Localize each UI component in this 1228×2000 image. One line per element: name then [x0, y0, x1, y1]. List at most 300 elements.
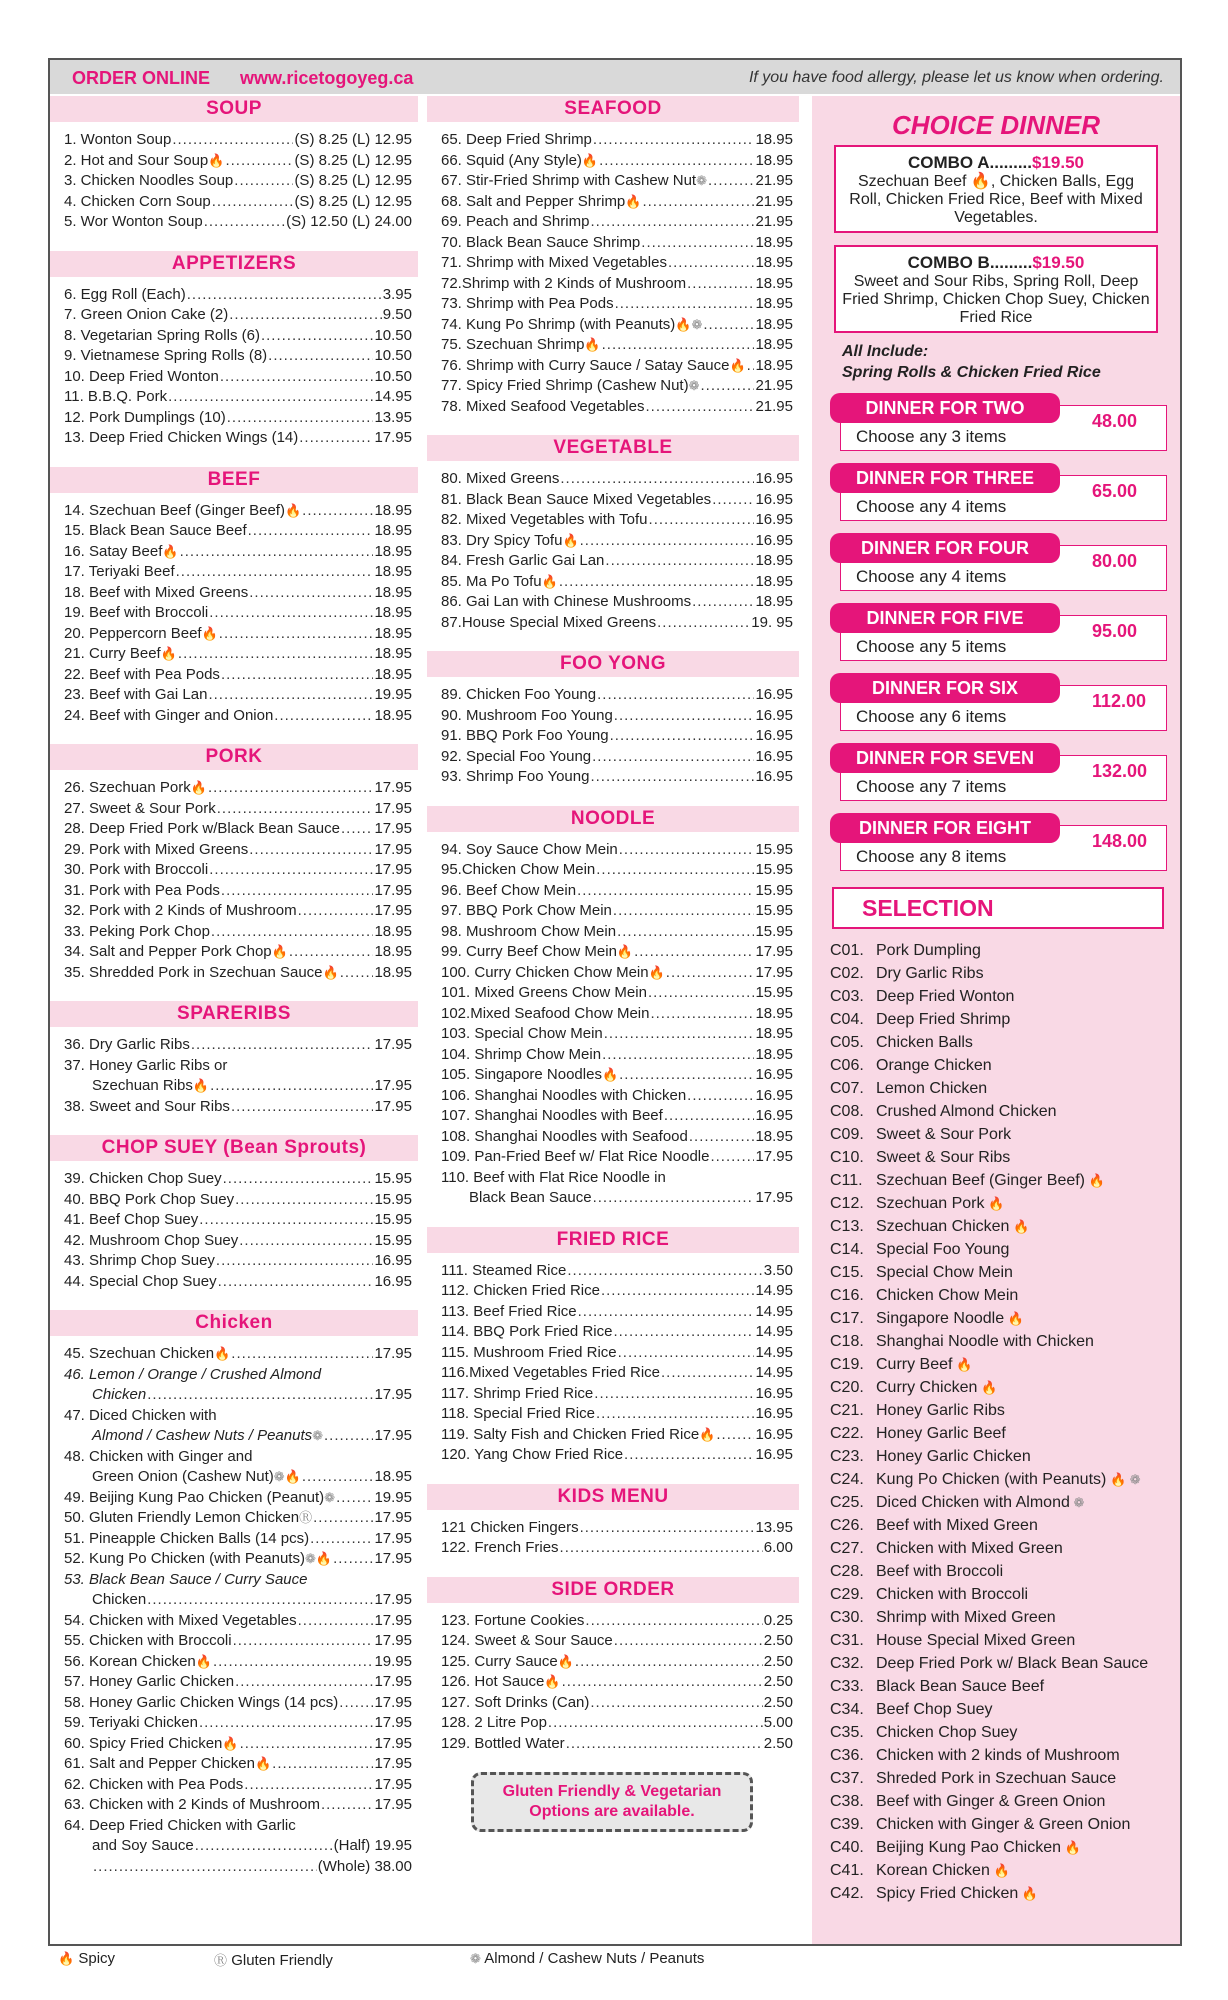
menu-item[interactable]: [441, 1611, 799, 1632]
menu-item[interactable]: [64, 212, 418, 233]
menu-item[interactable]: [441, 901, 799, 922]
selection-item[interactable]: [830, 1192, 1180, 1215]
choice-dinner-title: CHOICE DINNER: [891, 110, 1100, 140]
menu-item[interactable]: [441, 192, 799, 213]
menu-item[interactable]: [441, 490, 799, 511]
menu-item[interactable]: [441, 963, 799, 984]
selection-code: C21.: [830, 1402, 864, 1419]
menu-item[interactable]: [64, 1488, 418, 1509]
selection-item[interactable]: [830, 1583, 1180, 1606]
menu-item[interactable]: [64, 1631, 418, 1652]
item-price: 15.95: [755, 881, 793, 899]
section-title: PORK: [50, 744, 418, 770]
menu-item[interactable]: [64, 501, 418, 522]
all-include: [812, 333, 1180, 383]
menu-item[interactable]: [64, 1734, 418, 1755]
menu-item[interactable]: [64, 1693, 418, 1714]
item-price: 16.95: [755, 1425, 793, 1443]
menu-item[interactable]: [441, 572, 799, 593]
menu-item[interactable]: [441, 1384, 799, 1405]
item-name: 17. Teriyaki Beef: [64, 563, 175, 580]
menu-item[interactable]: [64, 1231, 418, 1252]
menu-item[interactable]: [64, 1775, 418, 1796]
selection-item[interactable]: [830, 1031, 1180, 1054]
dinner-price: 65.00: [1092, 481, 1138, 501]
menu-item[interactable]: [64, 1210, 418, 1231]
dinner-price: 132.00: [1092, 761, 1148, 781]
section-title: SOUP: [50, 96, 418, 122]
dinner-choose: Choose any 6 items: [856, 707, 1007, 726]
menu-item[interactable]: [64, 1754, 418, 1775]
menu-item[interactable]: [441, 469, 799, 490]
leader-dots: [220, 367, 374, 388]
selection-code: C13.: [830, 1218, 864, 1235]
menu-item[interactable]: [64, 881, 418, 902]
item-name: 11. B.B.Q. Pork: [64, 388, 168, 405]
item-name: 48. Chicken with Ginger and: [64, 1447, 253, 1465]
leader-dots: [178, 644, 374, 665]
flame-icon: 🔥: [190, 780, 207, 795]
selection-item[interactable]: [830, 1100, 1180, 1123]
menu-item[interactable]: [64, 1590, 418, 1611]
selection-item[interactable]: [830, 1376, 1180, 1399]
menu-item[interactable]: [441, 1363, 799, 1384]
nut-icon: ❁: [312, 1428, 324, 1443]
menu-item[interactable]: [64, 1611, 418, 1632]
selection-item[interactable]: [830, 1560, 1180, 1583]
item-name: 75. Szechuan Shrimp: [441, 336, 585, 353]
section-title: CHOP SUEY (Bean Sprouts): [50, 1135, 418, 1161]
selection-item[interactable]: [830, 1836, 1180, 1859]
menu-item[interactable]: [441, 233, 799, 254]
combo-a-price: $19.50: [1032, 153, 1085, 172]
flame-icon: 🔥: [162, 543, 179, 559]
item-price: 17.95: [374, 1632, 412, 1649]
item-price: 16.95: [755, 686, 793, 703]
menu-item[interactable]: [441, 1261, 799, 1282]
menu-item[interactable]: [441, 1281, 799, 1302]
selection-item[interactable]: [830, 1514, 1180, 1537]
menu-item[interactable]: [64, 860, 418, 881]
leader-dots: [701, 376, 755, 397]
combo-b[interactable]: [834, 245, 1158, 333]
selection-code: C04.: [830, 1011, 864, 1028]
menu-item[interactable]: [441, 1188, 799, 1209]
selection-item[interactable]: [830, 1652, 1180, 1675]
menu-item[interactable]: [441, 942, 799, 963]
menu-item[interactable]: [64, 1570, 418, 1591]
menu-item[interactable]: [441, 726, 799, 747]
item-price: 19.95: [374, 686, 412, 703]
leader-dots: [235, 1190, 373, 1211]
menu-item[interactable]: [64, 624, 418, 645]
selection-item[interactable]: [830, 1169, 1180, 1192]
item-price: 16.95: [755, 470, 793, 487]
nut-icon: ❁: [696, 173, 707, 188]
selection-item[interactable]: [830, 1422, 1180, 1445]
selection-code: C39.: [830, 1816, 864, 1833]
menu-item[interactable]: [64, 387, 418, 408]
menu-item[interactable]: [64, 1344, 418, 1365]
menu-item[interactable]: [441, 253, 799, 274]
menu-item[interactable]: [64, 1467, 418, 1488]
leader-dots: [661, 1363, 754, 1384]
menu-item[interactable]: [64, 1652, 418, 1673]
section-fooyong: [427, 651, 799, 788]
item-name: 39. Chicken Chop Suey: [64, 1170, 222, 1187]
menu-item[interactable]: [64, 963, 418, 984]
selection-item[interactable]: [830, 1698, 1180, 1721]
menu-item[interactable]: [64, 428, 418, 449]
menu-item[interactable]: [441, 860, 799, 881]
item-price: 18.95: [374, 645, 412, 662]
selection-item[interactable]: [830, 1008, 1180, 1031]
leader-dots: [641, 233, 754, 254]
selection-code: C09.: [830, 1126, 864, 1143]
leader-dots: [712, 490, 754, 511]
menu-item[interactable]: [64, 922, 418, 943]
selection-item[interactable]: [830, 962, 1180, 985]
dinner-price: 48.00: [1092, 411, 1138, 431]
menu-item[interactable]: [64, 1035, 418, 1056]
menu-item[interactable]: [441, 1631, 799, 1652]
item-name: 6. Egg Roll (Each): [64, 285, 186, 303]
item-price: 17.95: [374, 1077, 412, 1094]
selection-item[interactable]: [830, 1675, 1180, 1698]
column-left: [50, 96, 418, 1877]
dinner-price: 80.00: [1092, 551, 1138, 571]
leader-dots: [336, 1488, 373, 1509]
menu-item[interactable]: [441, 881, 799, 902]
selection-item[interactable]: [830, 985, 1180, 1008]
menu-item[interactable]: [64, 1672, 418, 1693]
menu-item[interactable]: [441, 1672, 799, 1693]
item-name: 14. Szechuan Beef (Ginger Beef): [64, 501, 285, 519]
section-title: APPETIZERS: [50, 251, 418, 277]
menu-item[interactable]: [441, 130, 799, 151]
menu-item[interactable]: [441, 1693, 799, 1714]
item-name: 95.Chicken Chow Mein: [441, 861, 596, 878]
selection-name: Chicken with Broccoli: [876, 1586, 1029, 1603]
section-title: Chicken: [50, 1310, 418, 1336]
menu-item[interactable]: [64, 644, 418, 665]
item-name: 31. Pork with Pea Pods: [64, 881, 220, 899]
menu-item[interactable]: [441, 151, 799, 172]
leader-dots: [218, 1272, 374, 1293]
flame-icon: 🔥: [1004, 1311, 1024, 1326]
menu-item[interactable]: [64, 1097, 418, 1118]
menu-item[interactable]: [441, 1734, 799, 1755]
menu-item[interactable]: [441, 706, 799, 727]
selection-item[interactable]: [830, 1537, 1180, 1560]
menu-item[interactable]: [64, 901, 418, 922]
menu-item[interactable]: [64, 521, 418, 542]
item-name: 117. Shrimp Fried Rice: [441, 1384, 594, 1402]
item-price: 21.95: [755, 172, 793, 189]
menu-item[interactable]: [441, 1086, 799, 1107]
menu-item[interactable]: [441, 1322, 799, 1343]
menu-item[interactable]: [64, 1836, 418, 1857]
menu-item[interactable]: [441, 212, 799, 233]
item-price: 14.95: [755, 1343, 793, 1361]
menu-item[interactable]: [441, 747, 799, 768]
item-name: 76. Shrimp with Curry Sauce / Satay Sauce: [441, 356, 730, 374]
menu-item[interactable]: [64, 1857, 418, 1878]
leader-dots: [229, 305, 382, 326]
selection-code: C23.: [830, 1448, 864, 1465]
menu-item[interactable]: [64, 1816, 418, 1837]
menu-item[interactable]: [64, 171, 418, 192]
dinner-options: [812, 393, 1180, 873]
item-price: (Whole) 38.00: [317, 1857, 412, 1875]
menu-item[interactable]: [441, 1004, 799, 1025]
selection-item[interactable]: [830, 1606, 1180, 1629]
menu-item[interactable]: [64, 583, 418, 604]
menu-item[interactable]: [64, 305, 418, 326]
selection-item[interactable]: [830, 1813, 1180, 1836]
menu-item[interactable]: [64, 706, 418, 727]
flame-icon: 🔥: [222, 1735, 239, 1751]
selection-name: Szechuan Beef (Ginger Beef): [876, 1172, 1086, 1189]
selection-item[interactable]: [830, 1468, 1180, 1491]
combo-a[interactable]: [834, 145, 1158, 233]
item-price: 21.95: [755, 397, 793, 415]
selection-item[interactable]: [830, 1238, 1180, 1261]
selection-item[interactable]: [830, 1353, 1180, 1376]
menu-item[interactable]: [441, 1106, 799, 1127]
leader-dots: [235, 1672, 373, 1693]
menu-item[interactable]: [64, 1190, 418, 1211]
item-price: 17.95: [374, 1386, 412, 1403]
menu-item[interactable]: [441, 531, 799, 552]
item-price: 0.25: [763, 1611, 793, 1629]
menu-item[interactable]: [64, 1169, 418, 1190]
selection-item[interactable]: [830, 1215, 1180, 1238]
menu-item[interactable]: [64, 665, 418, 686]
dinner-option[interactable]: [830, 393, 1162, 453]
selection-code: C33.: [830, 1678, 864, 1695]
menu-item[interactable]: [64, 799, 418, 820]
menu-item[interactable]: [64, 1713, 418, 1734]
selection-item[interactable]: [830, 1491, 1180, 1514]
menu-item[interactable]: [64, 1076, 418, 1097]
item-price: 18.95: [374, 542, 412, 560]
menu-item[interactable]: [441, 1518, 799, 1539]
dinner-option[interactable]: [830, 533, 1162, 593]
menu-item[interactable]: [64, 130, 418, 151]
menu-item[interactable]: [441, 1168, 799, 1189]
dinner-option[interactable]: [830, 813, 1162, 873]
menu-item[interactable]: [64, 542, 418, 563]
selection-item[interactable]: [830, 1744, 1180, 1767]
selection-item[interactable]: [830, 1330, 1180, 1353]
menu-item[interactable]: [441, 1343, 799, 1364]
flame-icon: 🔥: [541, 573, 558, 589]
menu-item[interactable]: [64, 408, 418, 429]
menu-item[interactable]: [64, 1385, 418, 1406]
leader-dots: [619, 840, 755, 861]
item-name: 12. Pork Dumplings (10): [64, 408, 226, 426]
selection-item[interactable]: [830, 1859, 1180, 1882]
menu-item[interactable]: [441, 983, 799, 1004]
selection-item[interactable]: [830, 1284, 1180, 1307]
menu-item[interactable]: [64, 1426, 418, 1447]
flame-icon: 🔥: [315, 1551, 333, 1566]
section-chopsuey: [50, 1135, 418, 1292]
dinner-choose: Choose any 3 items: [856, 427, 1007, 446]
menu-item[interactable]: [441, 1404, 799, 1425]
menu-item[interactable]: [441, 335, 799, 356]
selection-item[interactable]: [830, 1307, 1180, 1330]
menu-item[interactable]: [441, 1024, 799, 1045]
menu-item[interactable]: [441, 840, 799, 861]
item-price: 17.95: [374, 1509, 412, 1526]
item-price: 3.50: [763, 1261, 793, 1279]
menu-item[interactable]: [441, 1147, 799, 1168]
selection-item[interactable]: [830, 939, 1180, 962]
leader-dots: [217, 799, 374, 820]
selection-item[interactable]: [830, 1146, 1180, 1169]
item-name: 92. Special Foo Young: [441, 747, 592, 765]
selection-item[interactable]: [830, 1882, 1180, 1905]
menu-item[interactable]: [64, 778, 418, 799]
menu-item[interactable]: [64, 192, 418, 213]
leader-dots: [614, 1631, 763, 1652]
menu-item[interactable]: [64, 367, 418, 388]
item-price: 15.95: [374, 1170, 412, 1187]
selection-item[interactable]: [830, 1721, 1180, 1744]
menu-item[interactable]: [64, 1508, 418, 1529]
menu-item[interactable]: [64, 1406, 418, 1427]
menu-item[interactable]: [64, 1447, 418, 1468]
website-link[interactable]: www.ricetogoyeg.ca: [240, 68, 414, 88]
menu-item[interactable]: [64, 685, 418, 706]
menu-item[interactable]: [441, 767, 799, 788]
item-price: 18.95: [374, 706, 412, 724]
menu-item[interactable]: [64, 1549, 418, 1570]
menu-item[interactable]: [441, 171, 799, 192]
selection-item[interactable]: [830, 1399, 1180, 1422]
item-price: 17.95: [374, 429, 412, 446]
selection-item[interactable]: [830, 1261, 1180, 1284]
item-name: 85. Ma Po Tofu: [441, 572, 542, 590]
item-price: 18.95: [374, 922, 412, 940]
menu-item[interactable]: [64, 151, 418, 172]
menu-item[interactable]: [441, 685, 799, 706]
nut-icon: ❁: [1069, 1495, 1085, 1510]
selection-item[interactable]: [830, 1123, 1180, 1146]
menu-item[interactable]: [441, 1445, 799, 1466]
menu-item[interactable]: [441, 376, 799, 397]
leader-dots: [642, 192, 754, 213]
item-price: 17.95: [374, 799, 412, 817]
leader-dots: [716, 1425, 754, 1446]
menu-item[interactable]: [441, 274, 799, 295]
selection-item[interactable]: [830, 1077, 1180, 1100]
leader-dots: [602, 1045, 754, 1066]
menu-item[interactable]: [64, 285, 418, 306]
menu-item[interactable]: [441, 356, 799, 377]
menu-item[interactable]: [64, 1272, 418, 1293]
menu-item[interactable]: [441, 1652, 799, 1673]
item-name: 113. Beef Fried Rice: [441, 1302, 577, 1320]
section-title: FRIED RICE: [427, 1227, 799, 1253]
item-name: 5. Wor Wonton Soup: [64, 213, 203, 230]
item-name: 23. Beef with Gai Lan: [64, 686, 208, 703]
menu-item[interactable]: [441, 294, 799, 315]
menu-item[interactable]: [441, 922, 799, 943]
menu-item[interactable]: [64, 1365, 418, 1386]
item-price: 19. 95: [751, 613, 793, 631]
dinner-option[interactable]: [830, 673, 1162, 733]
item-price: 2.50: [763, 1673, 793, 1690]
menu-item[interactable]: [64, 326, 418, 347]
item-price: 16.95: [374, 1272, 412, 1290]
menu-item[interactable]: [441, 1127, 799, 1148]
leader-dots: [204, 212, 285, 233]
menu-item[interactable]: [64, 1529, 418, 1550]
menu-item[interactable]: [64, 562, 418, 583]
menu-item[interactable]: [64, 942, 418, 963]
item-name: 20. Peppercorn Beef: [64, 624, 202, 642]
menu-item[interactable]: [64, 840, 418, 861]
selection-item[interactable]: [830, 1054, 1180, 1077]
selection-name: Deep Fried Wonton: [876, 988, 1015, 1005]
leader-dots: [209, 603, 373, 624]
menu-item[interactable]: [64, 346, 418, 367]
dinner-option[interactable]: [830, 603, 1162, 663]
legend-gluten: [214, 1950, 333, 1969]
leader-dots: [604, 1024, 755, 1045]
menu-item[interactable]: [441, 1425, 799, 1446]
selection-item[interactable]: [830, 1629, 1180, 1652]
menu-item[interactable]: [64, 1056, 418, 1077]
menu-item[interactable]: [441, 510, 799, 531]
menu-item[interactable]: [64, 819, 418, 840]
menu-item[interactable]: [441, 397, 799, 418]
item-name: 111. Steamed Rice: [441, 1261, 567, 1279]
menu-item[interactable]: [441, 1065, 799, 1086]
menu-item[interactable]: [441, 1538, 799, 1559]
menu-item[interactable]: [441, 315, 799, 336]
selection-code: C25.: [830, 1494, 864, 1511]
item-price: 16.95: [755, 1086, 793, 1104]
leader-dots: [302, 1467, 374, 1488]
menu-item[interactable]: [441, 592, 799, 613]
dinner-option[interactable]: [830, 743, 1162, 803]
selection-item[interactable]: [830, 1767, 1180, 1790]
selection-code: C27.: [830, 1540, 864, 1557]
selection-item[interactable]: [830, 1790, 1180, 1813]
item-name: 54. Chicken with Mixed Vegetables: [64, 1611, 297, 1629]
selection-name: Chicken with Ginger & Green Onion: [876, 1816, 1131, 1833]
menu-item[interactable]: [441, 1713, 799, 1734]
menu-item[interactable]: [64, 1251, 418, 1272]
selection-name: Shreded Pork in Szechuan Sauce: [876, 1770, 1117, 1787]
flame-icon: 🔥: [195, 1653, 212, 1669]
dinner-option[interactable]: [830, 463, 1162, 523]
selection-item[interactable]: [830, 1445, 1180, 1468]
menu-item[interactable]: [64, 1795, 418, 1816]
menu-item[interactable]: [441, 1302, 799, 1323]
leader-dots: [687, 274, 754, 295]
item-price: 16.95: [755, 1405, 793, 1422]
menu-item[interactable]: [441, 613, 799, 634]
menu-item[interactable]: [441, 551, 799, 572]
menu-item[interactable]: [441, 1045, 799, 1066]
menu-item[interactable]: [64, 603, 418, 624]
leader-dots: [592, 747, 754, 768]
